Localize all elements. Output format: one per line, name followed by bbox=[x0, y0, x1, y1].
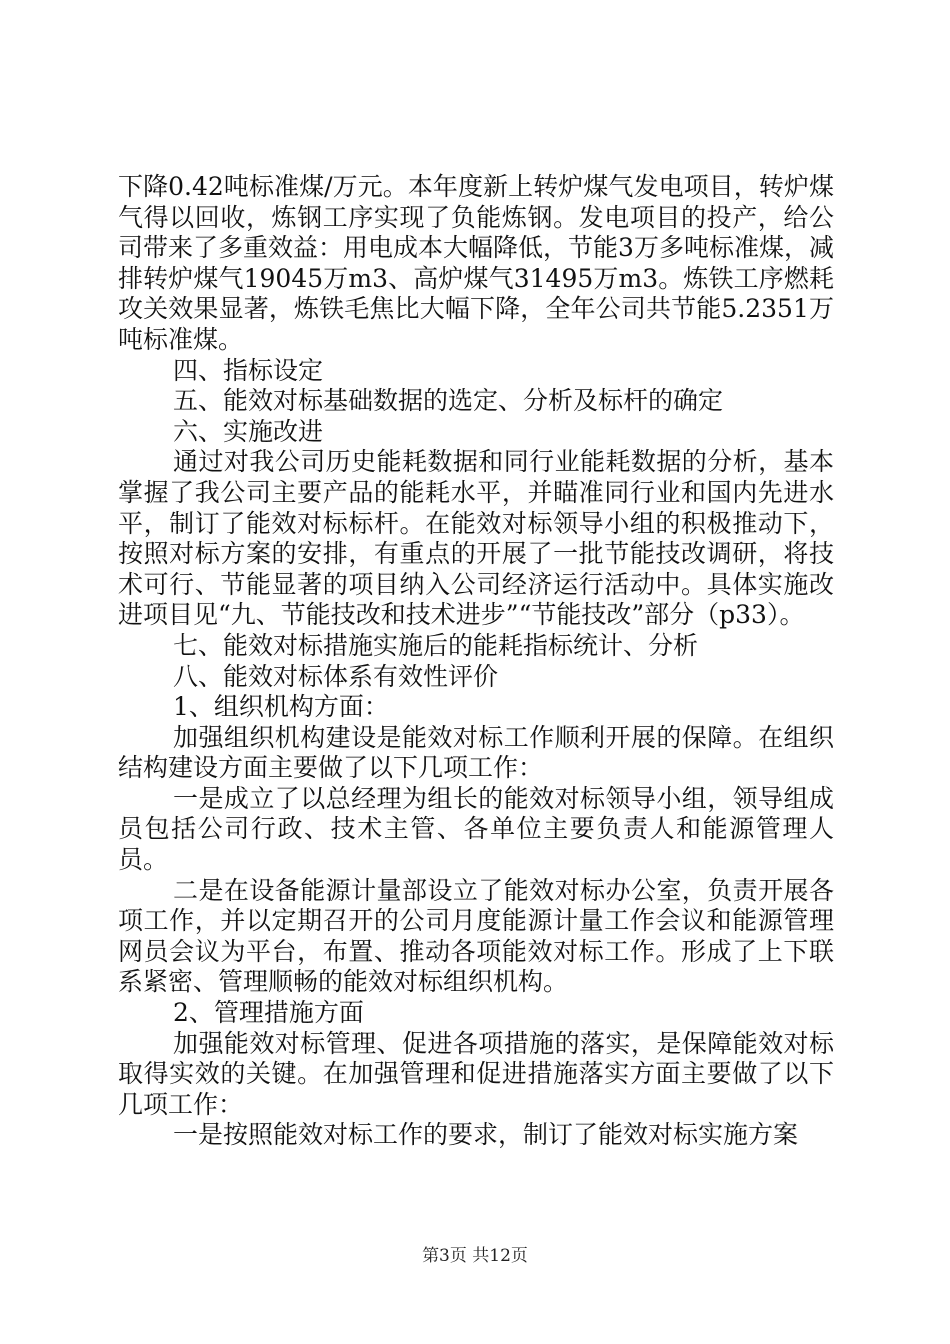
document-body bbox=[118, 172, 834, 1151]
page-footer: 第3页 共12页 bbox=[422, 1246, 528, 1266]
section-heading-5: 五、能效对标基础数据的选定、分析及标杆的确定 bbox=[173, 386, 724, 416]
paragraph-organization: 加强组织机构建设是能效对标工作顺利开展的保障。在组织结构建设方面主要做了以下几项工作： bbox=[118, 722, 834, 783]
paragraph-management-item-one: 一是按照能效对标工作的要求，制订了能效对标实施方案 bbox=[173, 1120, 799, 1150]
subsection-heading-1: 1、组织机构方面： bbox=[173, 692, 389, 722]
paragraph-implementation: 通过对我公司历史能耗数据和同行业能耗数据的分析，基本掌握了我公司主要产品的能耗水平，并瞄准同行业和国内先进水平，制订了能效对标标杆。在能效对标领导小组的积极推动下，按照对标方案的安排，有重点的开展了一批节能技改调研，将技术可行、节能显著的项目纳入公司经济运行活动中。具体实施改进项目见“九、节能技改和技术进步”“节能技改”部分（p33）。 bbox=[118, 447, 834, 630]
subsection-heading-2: 2、管理措施方面 bbox=[173, 998, 364, 1028]
paragraph-management: 加强能效对标管理、促进各项措施的落实，是保障能效对标取得实效的关键。在加强管理和促进措施落实方面主要做了以下几项工作： bbox=[118, 1028, 834, 1119]
section-heading-7: 七、能效对标措施实施后的能耗指标统计、分析 bbox=[173, 630, 699, 660]
section-heading-6: 六、实施改进 bbox=[173, 416, 324, 446]
paragraph-item-two: 二是在设备能源计量部设立了能效对标办公室，负责开展各项工作，并以定期召开的公司月度能源计量工作会议和能源管理网员会议为平台，布置、推动各项能效对标工作。形成了上下联系紧密、管理顺畅的能效对标组织机构。 bbox=[118, 875, 834, 997]
section-heading-4: 四、指标设定 bbox=[173, 355, 324, 385]
paragraph-item-one: 一是成立了以总经理为组长的能效对标领导小组，领导组成员包括公司行政、技术主管、各单位主要负责人和能源管理人员。 bbox=[118, 783, 834, 875]
paragraph-continuation: 下降0.42吨标准煤/万元。本年度新上转炉煤气发电项目，转炉煤气得以回收，炼钢工序实现了负能炼钢。发电项目的投产，给公司带来了多重效益：用电成本大幅降低，节能3万多吨标准煤，减排转炉煤气19045万m3、高炉煤气31495万m3。炼铁工序燃耗攻关效果显著，炼铁毛焦比大幅下降，全年公司共节能5.2351万吨标准煤。 bbox=[118, 172, 834, 354]
section-heading-8: 八、能效对标体系有效性评价 bbox=[173, 661, 499, 691]
